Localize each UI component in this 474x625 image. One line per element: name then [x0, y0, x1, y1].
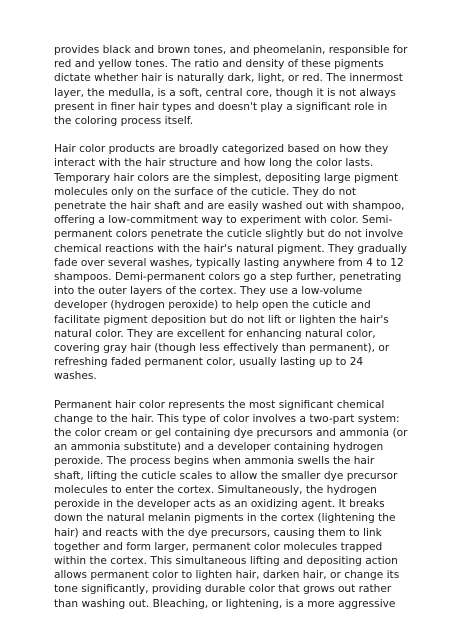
- paragraph-line: Hair color products are broadly categorized based on how they: [54, 143, 389, 156]
- paragraph-line: refreshing faded permanent color, usually lasting up to 24: [54, 356, 364, 369]
- paragraph-line: permanent colors penetrate the cuticle slightly but do not involve: [54, 228, 404, 241]
- paragraph-line: provides black and brown tones, and pheomelanin, responsible for: [54, 44, 408, 56]
- paragraph-line: within the cortex. This simultaneous lifting and depositing action: [54, 554, 398, 567]
- paragraph-line: an ammonia substitute) and a developer containing hydrogen: [54, 441, 384, 454]
- paragraph-line: the coloring process itself.: [54, 115, 194, 128]
- paragraph-1: [54, 43, 426, 128]
- paragraph-line: interact with the hair structure and how long the color lasts.: [54, 157, 374, 170]
- paragraph-line: Temporary hair colors are the simplest, depositing large pigment: [54, 171, 399, 184]
- paragraph-2: [54, 142, 426, 383]
- paragraph-line: Permanent hair color represents the most significant chemical: [54, 398, 385, 411]
- paragraph-line: offering a low-commitment way to experiment with color. Semi-: [54, 214, 393, 227]
- paragraph-line: shampoos. Demi-permanent colors go a step further, penetrating: [54, 271, 402, 284]
- paragraph-line: fade over several washes, typically lasting anywhere from 4 to 12: [54, 256, 404, 269]
- paragraph-3: [54, 398, 426, 611]
- paragraph-line: washes.: [54, 370, 97, 383]
- paragraph-line: peroxide in the developer acts as an oxidizing agent. It breaks: [54, 498, 385, 511]
- paragraph-line: covering gray hair (though less effectively than permanent), or: [54, 342, 390, 355]
- paragraph-line: the color cream or gel containing dye precursors and ammonia (or: [54, 427, 408, 440]
- paragraph-line: molecules to enter the cortex. Simultaneously, the hydrogen: [54, 483, 377, 496]
- paragraph-line: down the natural melanin pigments in the cortex (lightening the: [54, 512, 396, 525]
- paragraph-line: natural color. They are excellent for enhancing natural color,: [54, 327, 376, 340]
- paragraph-line: than washing out. Bleaching, or lightening, is a more aggressive: [54, 597, 396, 610]
- paragraph-line: allows permanent color to lighten hair, darken hair, or change its: [54, 569, 400, 582]
- paragraph-line: tone significantly, providing durable color that grows out rather: [54, 583, 392, 596]
- paragraph-line: present in finer hair types and doesn't play a significant role in: [54, 100, 388, 113]
- paragraph-line: change to the hair. This type of color involves a two-part system:: [54, 412, 400, 425]
- paragraph-line: red and yellow tones. The ratio and density of these pigments: [54, 58, 384, 71]
- paragraph-line: facilitate pigment deposition but do not lift or lighten the hair's: [54, 313, 389, 326]
- paragraph-line: shaft, lifting the cuticle scales to allow the smaller dye precursor: [54, 469, 398, 482]
- paragraph-line: chemical reactions with the hair's natural pigment. They gradually: [54, 242, 408, 255]
- paragraph-line: together and form larger, permanent color molecules trapped: [54, 540, 383, 553]
- paragraph-line: molecules only on the surface of the cuticle. They do not: [54, 185, 357, 198]
- document-page: [54, 43, 426, 625]
- paragraph-line: into the outer layers of the cortex. They use a low-volume: [54, 285, 363, 298]
- paragraph-line: hair) and reacts with the dye precursors, causing them to link: [54, 526, 382, 539]
- paragraph-line: penetrate the hair shaft and are easily washed out with shampoo,: [54, 200, 405, 213]
- paragraph-line: layer, the medulla, is a soft, central core, though it is not always: [54, 86, 396, 99]
- paragraph-line: dictate whether hair is naturally dark, light, or red. The innermost: [54, 72, 403, 85]
- paragraph-line: developer (hydrogen peroxide) to help open the cuticle and: [54, 299, 371, 312]
- paragraph-line: peroxide. The process begins when ammonia swells the hair: [54, 455, 375, 468]
